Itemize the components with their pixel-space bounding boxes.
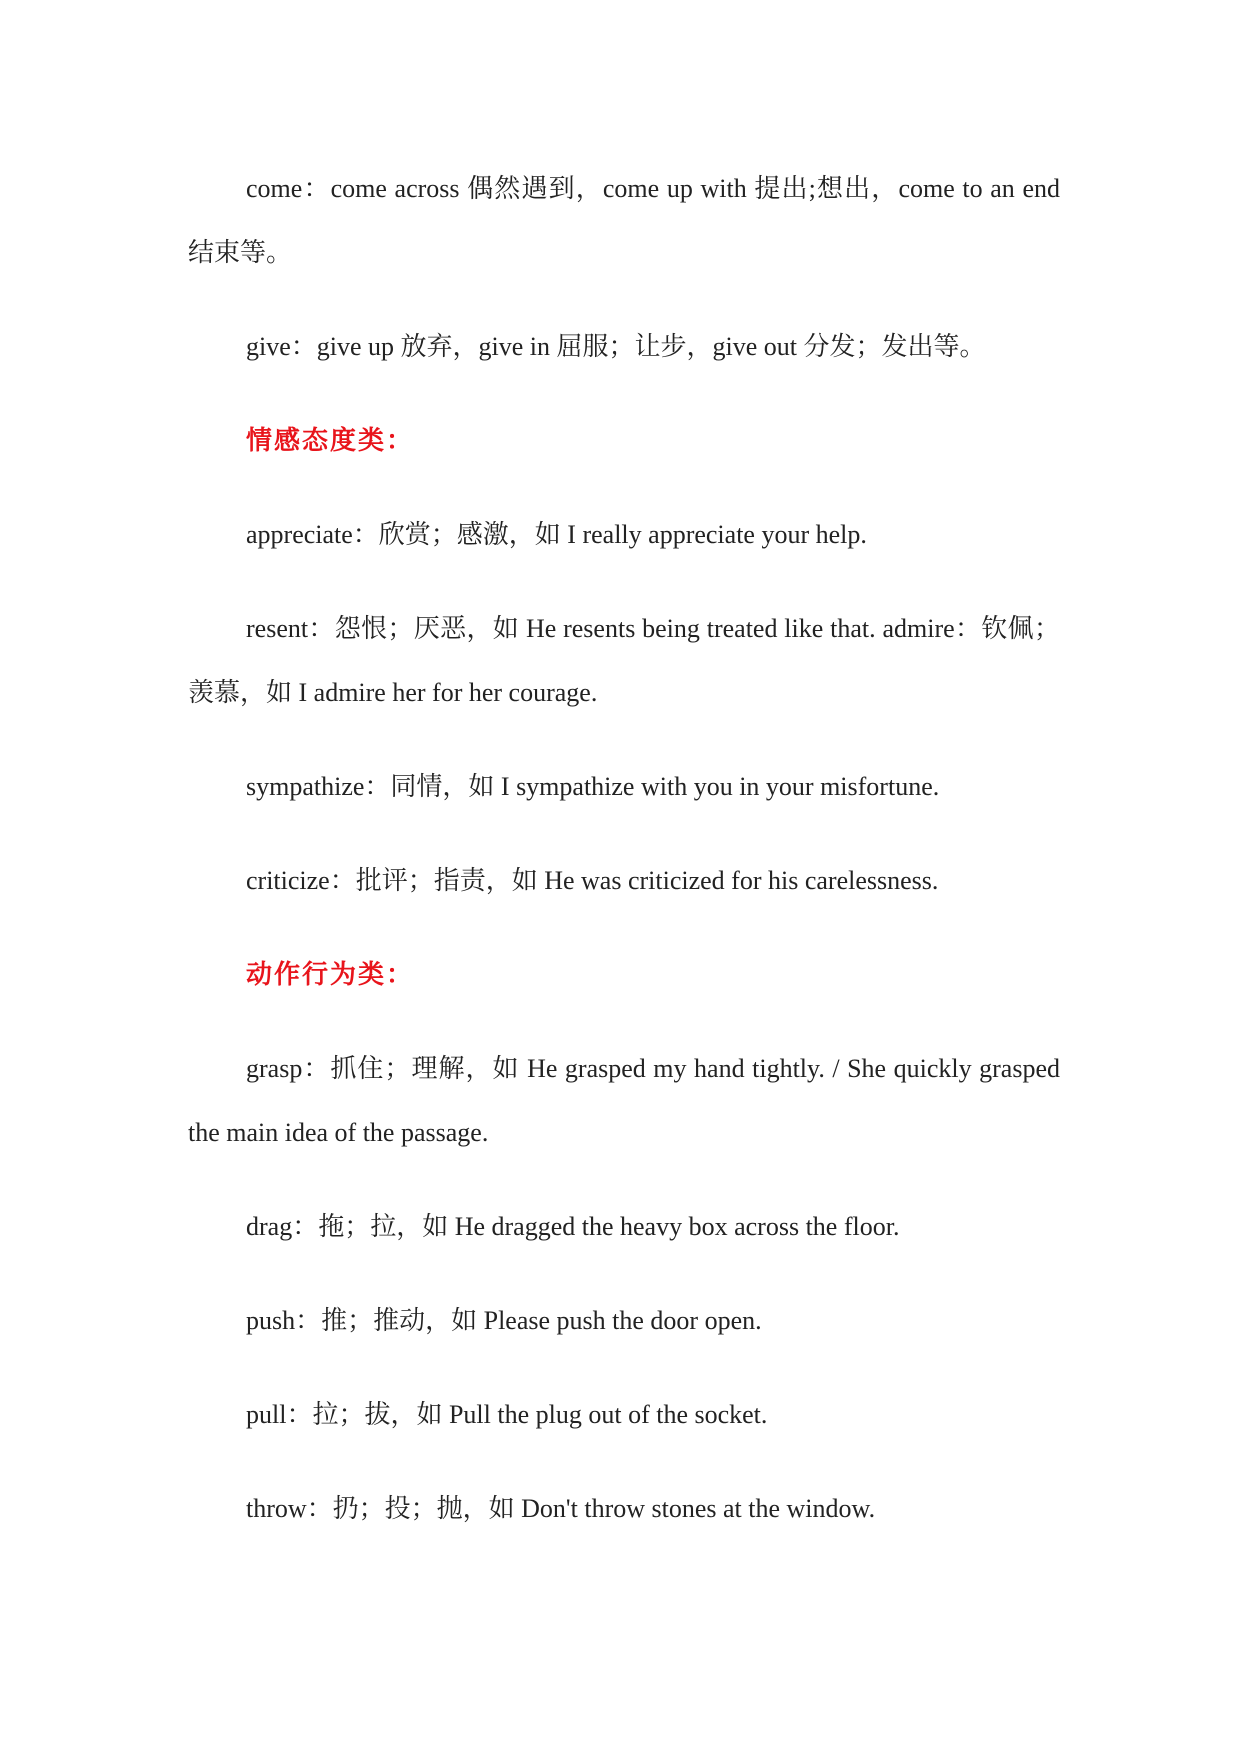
paragraph-criticize: criticize：批评；指责，如 He was criticized for his carelessness. — [246, 866, 939, 895]
section-heading-action-behavior: 动作行为类： — [246, 960, 415, 989]
paragraph-drag: drag：拖；拉，如 He dragged the heavy box across the floor. — [246, 1212, 900, 1241]
paragraph-throw: throw：扔；投；抛，如 Don't throw stones at the window. — [246, 1494, 876, 1523]
paragraph-come: come：come across 偶然遇到，come up with 提出;想出，come to an end 结束等。 — [188, 174, 1060, 267]
paragraph-pull: pull：拉；拔，如 Pull the plug out of the socket. — [246, 1400, 768, 1429]
paragraph-push: push：推；推动，如 Please push the door open. — [246, 1306, 762, 1335]
paragraph-appreciate: appreciate：欣赏；感激，如 I really appreciate your help. — [246, 520, 867, 549]
paragraph-give: give：give up 放弃，give in 屈服；让步，give out 分发；发出等。 — [246, 332, 986, 361]
paragraph-grasp: grasp：抓住；理解，如 He grasped my hand tightly. / She quickly grasped the main idea of the passage. — [188, 1054, 1060, 1147]
paragraph-resent-admire: resent：怨恨；厌恶，如 He resents being treated like that. admire：钦佩；羡慕，如 I admire her for her courage. — [188, 614, 1060, 707]
paragraph-sympathize: sympathize：同情，如 I sympathize with you in your misfortune. — [246, 772, 940, 801]
section-heading-emotion-attitude: 情感态度类： — [246, 426, 415, 455]
document-body — [188, 157, 1060, 1571]
